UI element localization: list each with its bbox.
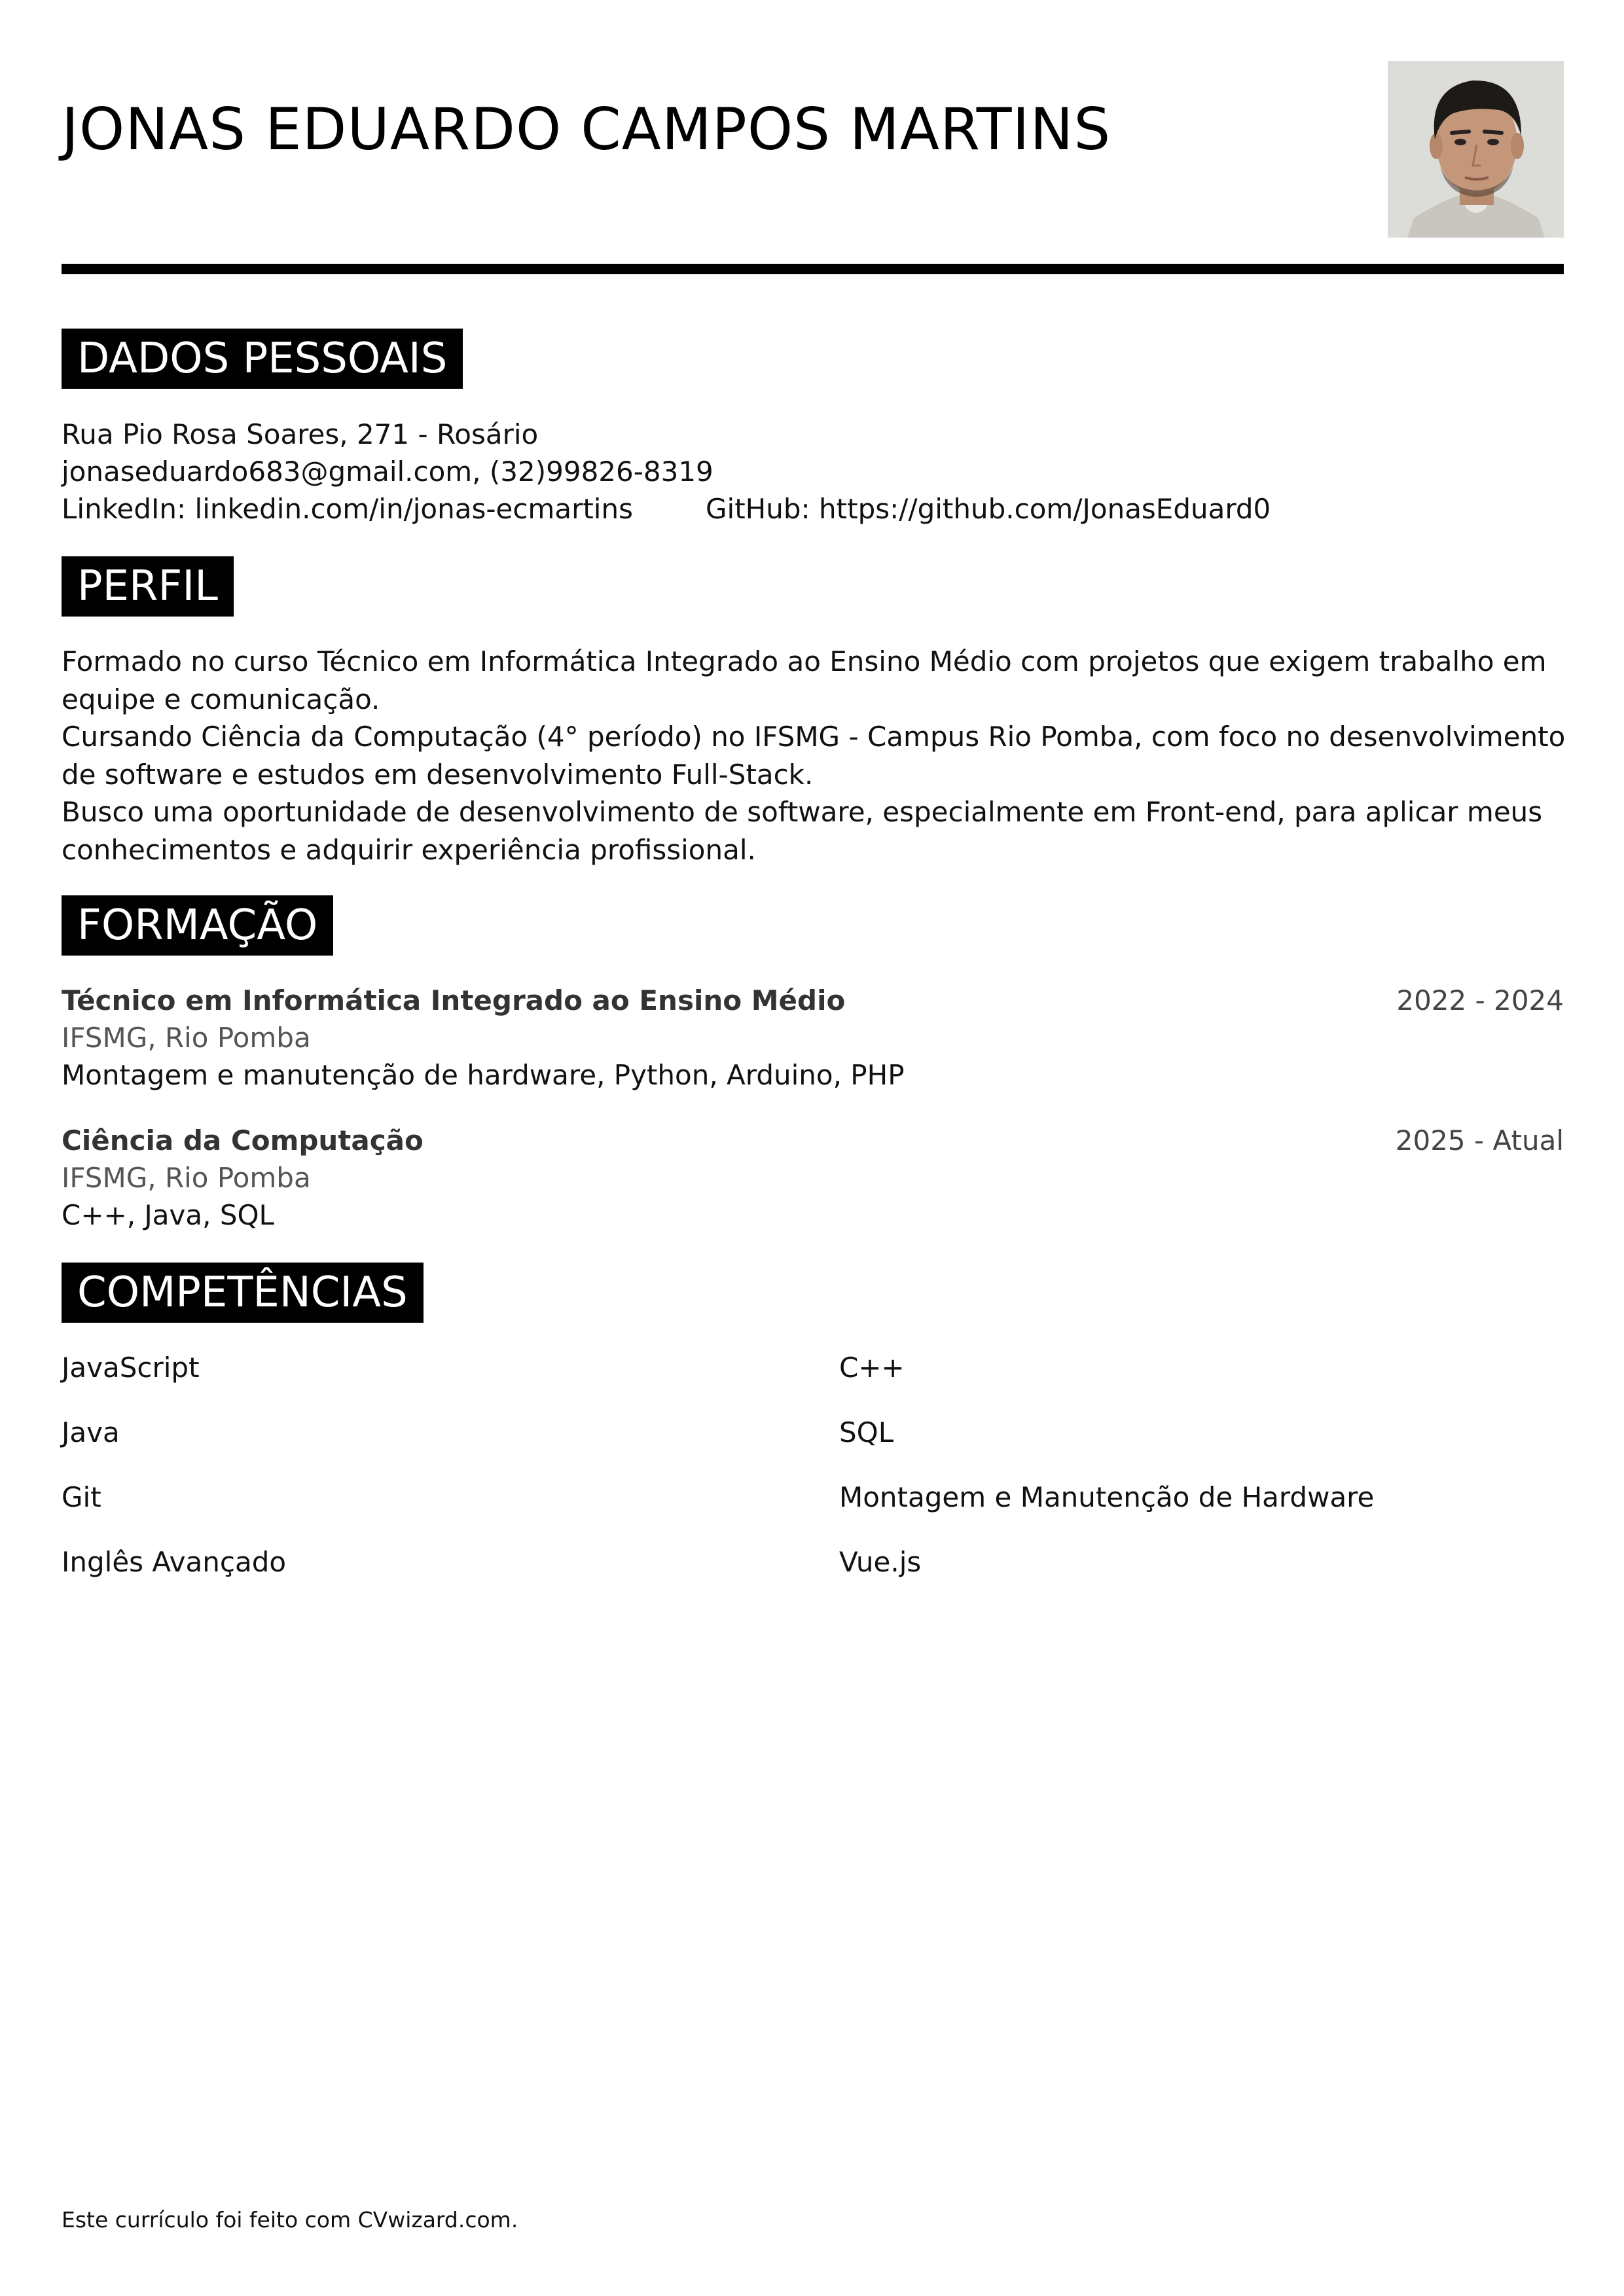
profile-paragraph: Formado no curso Técnico em Informática Integrado ao Ensino Médio com projetos que exigem trabalho em equipe e comunicação. xyxy=(62,645,1547,715)
section-title-personal: DADOS PESSOAIS xyxy=(62,329,463,389)
education-institution: IFSMG, Rio Pomba xyxy=(62,1162,311,1194)
education-institution: IFSMG, Rio Pomba xyxy=(62,1022,311,1054)
education-course: Ciência da Computação xyxy=(62,1124,424,1157)
section-title-skills: COMPETÊNCIAS xyxy=(62,1263,424,1323)
section-title-education: FORMAÇÃO xyxy=(62,895,333,956)
education-details: C++, Java, SQL xyxy=(62,1199,274,1231)
skill-item: Inglês Avançado xyxy=(62,1546,287,1578)
candidate-name: JONAS EDUARDO CAMPOS MARTINS xyxy=(62,96,1111,163)
address-text: Rua Pio Rosa Soares, 271 - Rosário xyxy=(62,418,539,450)
section-title-profile: PERFIL xyxy=(62,556,234,617)
skill-item: Java xyxy=(62,1416,120,1448)
footer-note: Este currículo foi feito com CVwizard.com. xyxy=(62,2207,518,2233)
education-details: Montagem e manutenção de hardware, Python, Arduino, PHP xyxy=(62,1059,905,1091)
profile-text xyxy=(62,643,1567,869)
profile-paragraph: Busco uma oportunidade de desenvolvimento de software, especialmente em Front-end, para aplicar meus conhecimentos e adquirir experiência profissional. xyxy=(62,796,1543,866)
header-divider xyxy=(62,264,1564,274)
education-period: 2022 - 2024 xyxy=(1396,984,1564,1016)
skill-item: C++ xyxy=(839,1352,905,1384)
skill-item: Vue.js xyxy=(839,1546,922,1578)
linkedin-link[interactable]: LinkedIn: linkedin.com/in/jonas-ecmartins xyxy=(62,493,633,525)
education-course: Técnico em Informática Integrado ao Ensino Médio xyxy=(62,984,846,1016)
profile-photo xyxy=(1388,61,1564,238)
skill-item: Git xyxy=(62,1481,101,1513)
skill-item: SQL xyxy=(839,1416,894,1448)
skill-item: JavaScript xyxy=(62,1352,200,1384)
github-link[interactable]: GitHub: https://github.com/JonasEduard0 xyxy=(706,493,1271,525)
profile-paragraph: Cursando Ciência da Computação (4° período) no IFSMG - Campus Rio Pomba, com foco no desenvolvimento de software e estudos em desenvolvimento Full-Stack. xyxy=(62,721,1566,791)
skill-item: Montagem e Manutenção de Hardware xyxy=(839,1481,1375,1513)
education-period: 2025 - Atual xyxy=(1395,1124,1564,1157)
contact-text: jonaseduardo683@gmail.com, (32)99826-8319 xyxy=(62,456,713,488)
